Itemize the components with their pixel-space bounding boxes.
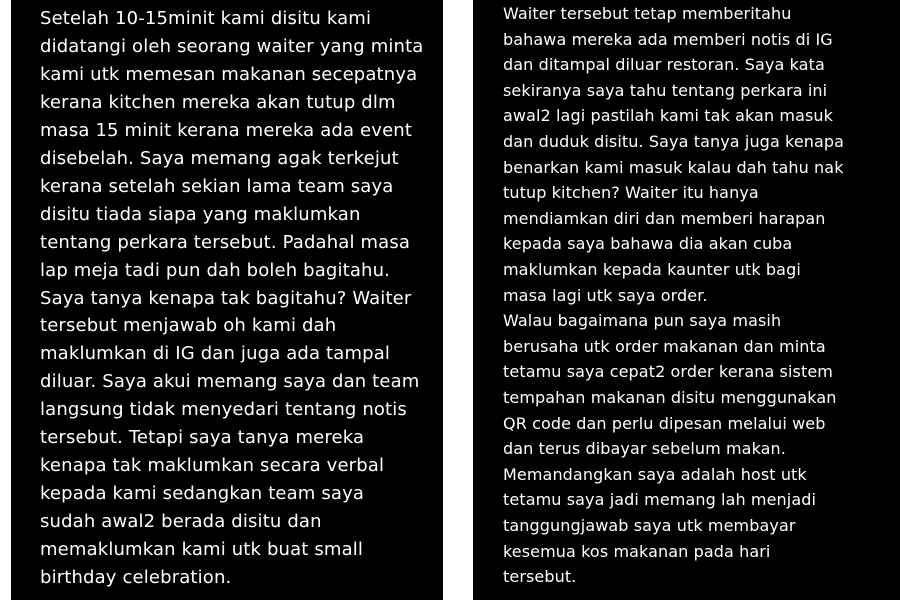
text-line: Memandangkan saya adalah host utk (503, 464, 807, 484)
text-line: sekiranya saya tahu tentang perkara ini (503, 80, 828, 100)
text-line: Saya tanya kenapa tak bagitahu? Waiter (40, 287, 412, 309)
text-line: diluar. Saya akui memang saya dan team (40, 371, 420, 393)
text-line: tetamu saya jadi memang lah menjadi (503, 490, 817, 510)
text-line: kami utk memesan makanan secepatnya (40, 63, 418, 85)
text-line: kenapa tak maklumkan secara verbal (40, 455, 385, 477)
text-line: kerana setelah sekian lama team saya (40, 175, 394, 197)
text-line: langsung tidak menyedari tentang notis (40, 399, 407, 421)
text-line: kepada kami sedangkan team saya (40, 483, 365, 505)
text-line: tersebut menjawab oh kami dah (40, 315, 337, 337)
text-line: tempahan makanan disitu menggunakan (503, 388, 837, 407)
text-line: dan ditampal diluar restoran. Saya kata (503, 55, 825, 75)
text-line: didatangi oleh seorang waiter yang minta (40, 35, 424, 57)
text-line: maklumkan di IG dan juga ada tampal (40, 343, 391, 365)
text-line: benarkan kami masuk kalau dah tahu nak (503, 157, 844, 177)
text-line: QR code dan perlu dipesan melalui web (503, 413, 826, 433)
text-line: Setelah 10-15minit kami disitu kami (40, 8, 372, 29)
text-line: berusaha utk order makanan dan minta (503, 336, 826, 356)
text-line: tersebut. (503, 567, 577, 587)
right-text-panel (473, 0, 900, 600)
text-line: tanggungjawab saya utk membayar (503, 516, 796, 535)
left-text-panel (11, 0, 443, 600)
text-line: mendiamkan diri dan memberi harapan (503, 208, 826, 228)
text-line: Walau bagaimana pun saya masih (503, 311, 782, 331)
text-line: lap meja tadi pun dah boleh bagitahu. (40, 259, 391, 281)
text-line: tersebut. Tetapi saya tanya mereka (40, 427, 365, 449)
text-line: tentang perkara tersebut. Padahal masa (40, 231, 411, 253)
text-line: tutup kitchen? Waiter itu hanya (503, 183, 759, 203)
text-line: masa 15 minit kerana mereka ada event (40, 119, 413, 141)
text-line: bahawa mereka ada memberi notis di IG (503, 29, 833, 49)
text-line: maklumkan kepada kaunter utk bagi (503, 260, 801, 279)
text-line: awal2 lagi pastilah kami tak akan masuk (503, 106, 834, 126)
text-line: kepada saya bahawa dia akan cuba (503, 234, 793, 254)
text-line: Waiter tersebut tetap memberitahu (503, 4, 792, 23)
text-line: disebelah. Saya memang agak terkejut (40, 147, 399, 169)
text-line: dan duduk disitu. Saya tanya juga kenapa (503, 132, 845, 151)
text-line: tetamu saya cepat2 order kerana sistem (503, 362, 833, 382)
text-line: birthday celebration. (40, 567, 232, 588)
text-line: dan terus dibayar sebelum makan. (503, 439, 786, 459)
text-line: disitu tiada siapa yang maklumkan (40, 203, 361, 225)
text-line: kesemua kos makanan pada hari (503, 541, 771, 561)
text-line: sudah awal2 berada disitu dan (40, 511, 322, 533)
text-line: kerana kitchen mereka akan tutup dlm (40, 91, 396, 113)
text-line: masa lagi utk saya order. (503, 285, 708, 305)
text-line: memaklumkan kami utk buat small (40, 539, 364, 561)
